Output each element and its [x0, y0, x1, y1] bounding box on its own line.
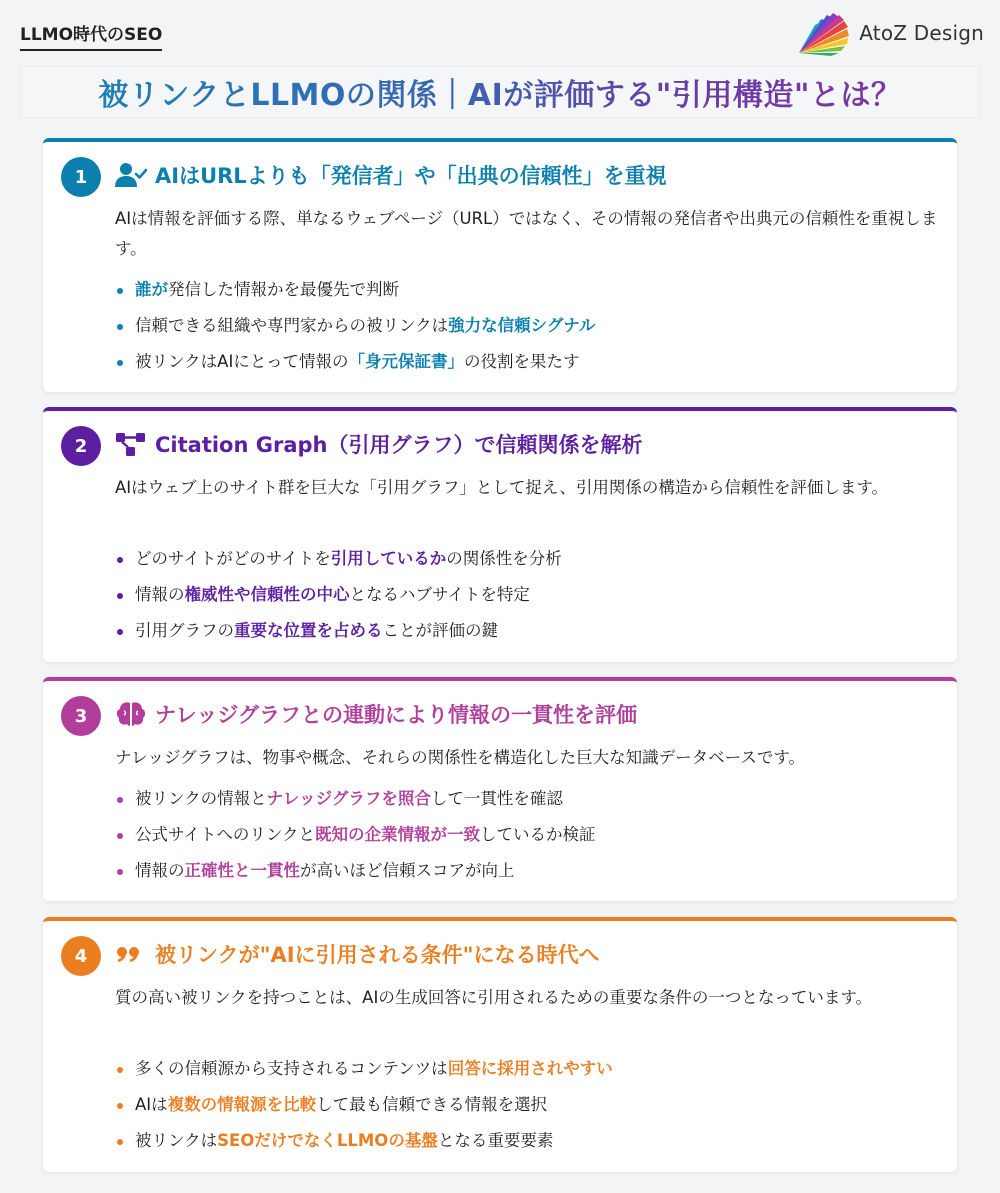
bullet-list: [115, 541, 562, 649]
card-description: AIはウェブ上のサイト群を巨大な「引用グラフ」として捉え、引用関係の構造から信頼性を評価します。: [115, 478, 889, 497]
card-heading: ナレッジグラフとの連動により情報の一貫性を評価: [155, 703, 637, 727]
highlight-text: 複数の情報源を比較: [167, 1095, 317, 1114]
card-heading: Citation Graph（引用グラフ）で信頼関係を解析: [155, 433, 643, 457]
list-item: 公式サイトへのリンクと既知の企業情報が一致しているか検証: [115, 817, 596, 853]
card-number: 4: [61, 936, 101, 976]
card-heading: AIはURLよりも「発信者」や「出典の信頼性」を重視: [155, 164, 667, 188]
bullet-list: [115, 1051, 613, 1159]
title-banner: [20, 66, 980, 118]
point-card-3: [43, 677, 957, 901]
card-number: 2: [61, 426, 101, 466]
card-description: AIは情報を評価する際、単なるウェブページ（URL）ではなく、その情報の発信者や出典元の信頼性を重視します。: [115, 209, 938, 258]
page-title: 被リンクとLLMOの関係｜AIが評価する"引用構造"とは？: [98, 70, 901, 114]
list-item: 多くの信頼源から支持されるコンテンツは回答に採用されやすい: [115, 1051, 613, 1087]
card-description: ナレッジグラフは、物事や概念、それらの関係性を構造化した巨大な知識データベースです。: [115, 748, 806, 767]
list-item: どのサイトがどのサイトを引用しているかの関係性を分析: [115, 541, 562, 577]
highlight-text: 既知の企業情報が一致: [315, 825, 481, 844]
highlight-text: 権威性や信頼性の中心: [184, 585, 350, 604]
category-tag: LLMO時代のSEO: [20, 20, 162, 51]
highlight-text: 重要な位置を占める: [234, 621, 383, 640]
graph-network-icon: [115, 430, 147, 458]
list-item: 情報の正確性と一貫性が高いほど信頼スコアが向上: [115, 853, 596, 889]
list-item: 被リンクはSEOだけでなくLLMOの基盤となる重要要素: [115, 1123, 613, 1159]
highlight-text: ナレッジグラフを照合: [266, 789, 431, 808]
highlight-text: SEOだけでなくLLMOの基盤: [217, 1131, 438, 1150]
highlight-text: 「身元保証書」: [348, 352, 464, 371]
card-description: 質の高い被リンクを持つことは、AIの生成回答に引用されるための重要な条件の一つとなっています。: [115, 988, 873, 1007]
list-item: 誰が発信した情報かを最優先で判断: [115, 272, 596, 308]
card-number: 3: [61, 696, 101, 736]
list-item: 情報の権威性や信頼性の中心となるハブサイトを特定: [115, 577, 562, 613]
list-item: AIは複数の情報源を比較して最も信頼できる情報を選択: [115, 1087, 613, 1123]
list-item: 引用グラフの重要な位置を占めることが評価の鍵: [115, 613, 562, 649]
highlight-text: 正確性と一貫性: [184, 861, 300, 880]
list-item: 被リンクの情報とナレッジグラフを照合して一貫性を確認: [115, 781, 596, 817]
list-item: 信頼できる組織や専門家からの被リンクは強力な信頼シグナル: [115, 308, 596, 344]
point-card-1: [43, 138, 957, 392]
bullet-list: [115, 781, 596, 889]
point-card-2: [43, 407, 957, 662]
bullet-list: [115, 272, 596, 380]
highlight-text: 回答に採用されやすい: [447, 1059, 613, 1078]
fan-logo-icon: [791, 9, 853, 57]
list-item: 被リンクはAIにとって情報の「身元保証書」の役割を果たす: [115, 344, 596, 380]
top-bar: [0, 0, 1000, 62]
highlight-text: 誰が: [135, 280, 168, 299]
brain-icon: [115, 700, 147, 728]
point-card-4: [43, 917, 957, 1172]
quote-icon: [115, 940, 147, 968]
highlight-text: 強力な信頼シグナル: [448, 316, 596, 335]
card-heading: 被リンクが"AIに引用される条件"になる時代へ: [155, 943, 600, 967]
highlight-text: 引用しているか: [330, 549, 447, 568]
card-number: 1: [61, 157, 101, 197]
user-check-icon: [115, 161, 147, 189]
logo-text: AtoZ Design: [859, 21, 984, 45]
brand-logo: [791, 8, 984, 58]
